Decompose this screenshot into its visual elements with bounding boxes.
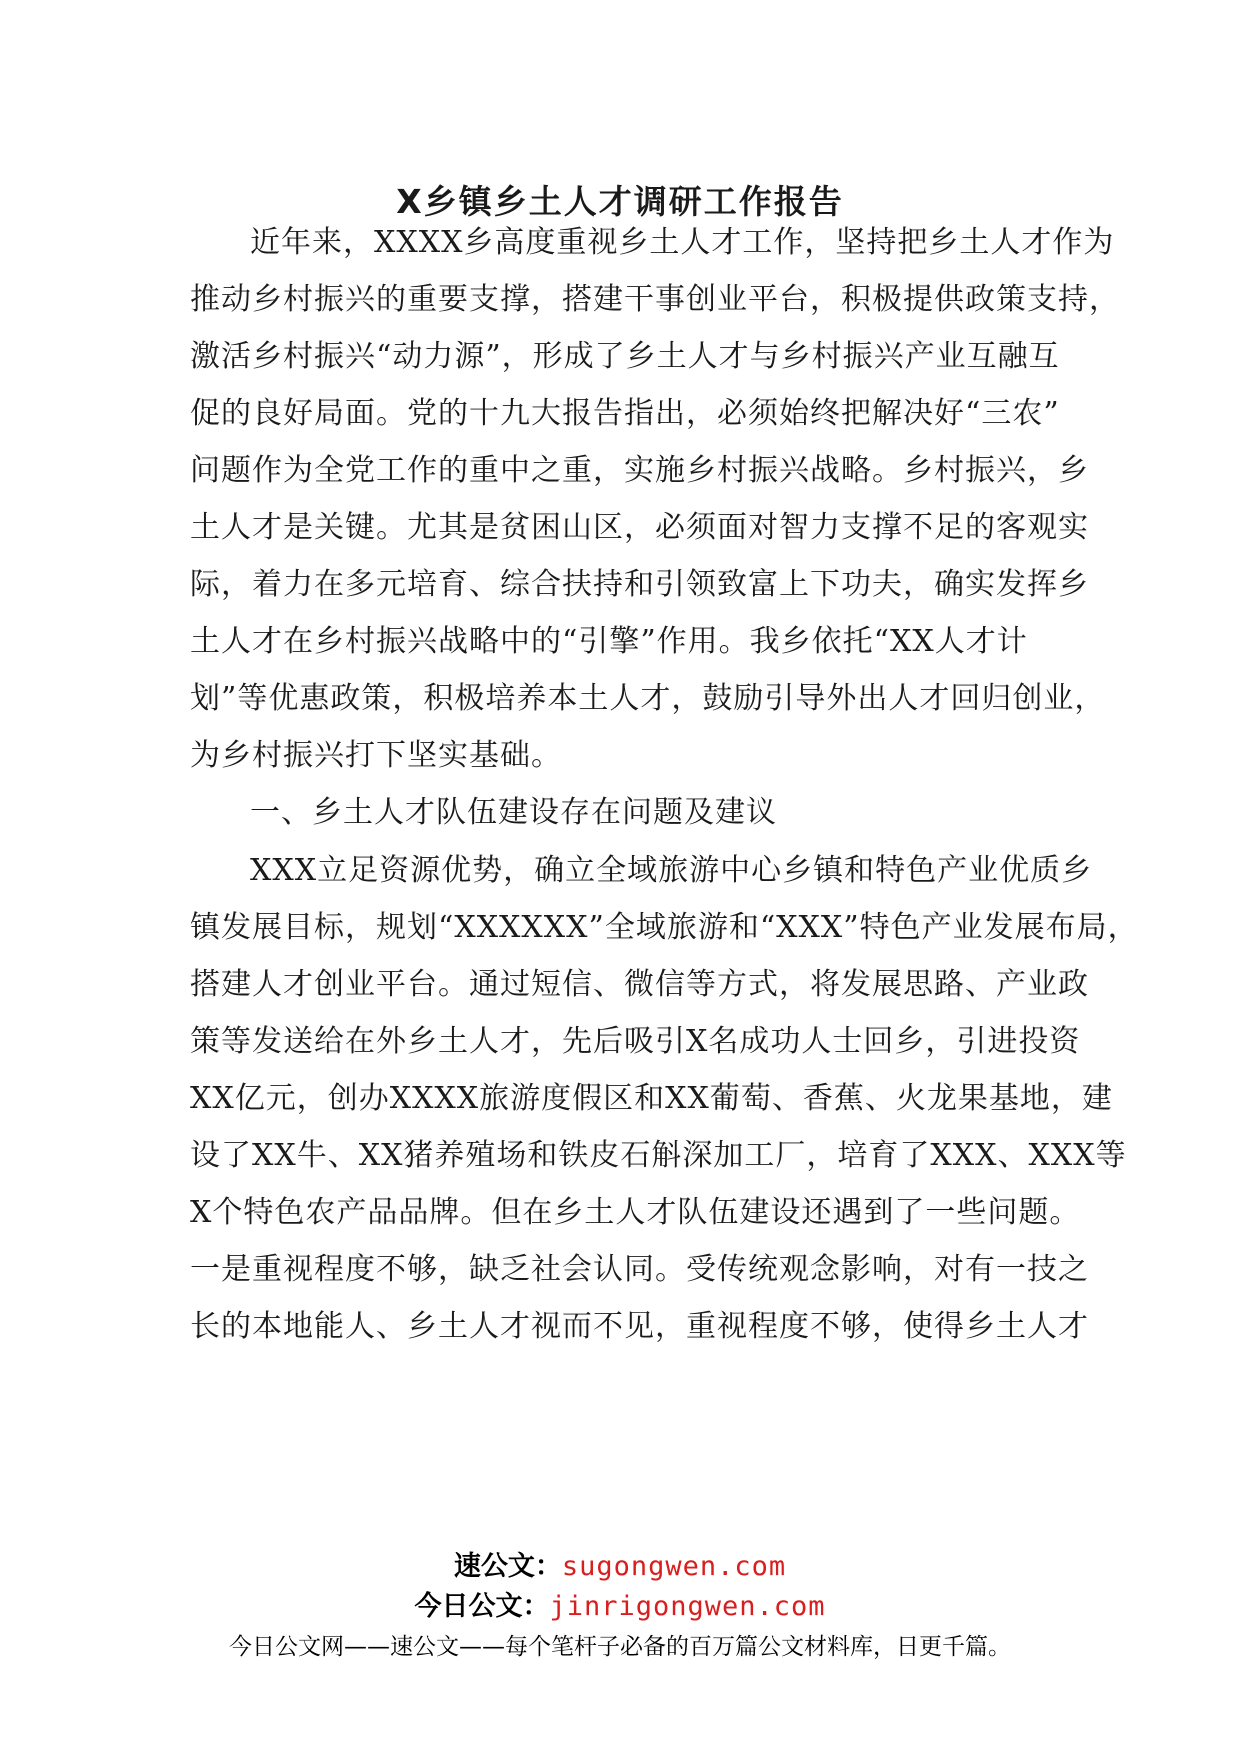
body-line: 为乡村振兴打下坚实基础。 <box>190 738 562 773</box>
body-line: 促的良好局面。党的十九大报告指出，必须始终把解决好“三农” <box>190 396 1060 431</box>
body-line: 划”等优惠政策，积极培养本土人才，鼓励引导外出人才回归创业， <box>190 681 1106 716</box>
body-line: 际，着力在多元培育、综合扶持和引领致富上下功夫，确实发挥乡 <box>190 567 1089 602</box>
body-line: 土人才是关键。尤其是贫困山区，必须面对智力支撑不足的客观实 <box>190 510 1089 545</box>
section-heading: 一、乡土人才队伍建设存在问题及建议 <box>250 795 777 830</box>
body-line: 土人才在乡村振兴战略中的“引擎”作用。我乡依托“XX人才计 <box>190 624 1028 659</box>
body-line: 近年来，XXXX乡高度重视乡土人才工作，坚持把乡土人才作为 <box>250 225 1115 260</box>
body-line: 搭建人才创业平台。通过短信、微信等方式，将发展思路、产业政 <box>190 967 1089 1002</box>
body-line: XXX立足资源优势，确立全域旅游中心乡镇和特色产业优质乡 <box>250 853 1093 888</box>
body-line: XX亿元，创办XXXX旅游度假区和XX葡萄、香蕉、火龙果基地，建 <box>190 1081 1113 1116</box>
footer-sugongwen <box>0 1544 1240 1583</box>
body-line: 策等发送给在外乡土人才，先后吸引X名成功人士回乡，引进投资 <box>190 1024 1081 1059</box>
footer-link-jinrigongwen[interactable]: jinrigongwen.com <box>549 1591 826 1622</box>
body-line: 推动乡村振兴的重要支撑，搭建干事创业平台，积极提供政策支持， <box>190 282 1120 317</box>
footer-link-sugongwen[interactable]: sugongwen.com <box>561 1551 787 1582</box>
body-line: 镇发展目标，规划“XXXXXX”全域旅游和“XXX”特色产业发展布局， <box>190 910 1139 945</box>
body-line: X个特色农产品品牌。但在乡土人才队伍建设还遇到了一些问题。 <box>190 1195 1081 1230</box>
document-title: X乡镇乡土人才调研工作报告 <box>396 182 844 221</box>
body-line: 一是重视程度不够，缺乏社会认同。受传统观念影响，对有一技之 <box>190 1252 1089 1287</box>
body-line: 问题作为全党工作的重中之重，实施乡村振兴战略。乡村振兴，乡 <box>190 453 1089 488</box>
body-line: 设了XX牛、XX猪养殖场和铁皮石斛深加工厂，培育了XXX、XXX等 <box>190 1138 1127 1173</box>
footer-label: 速公文： <box>453 1551 562 1582</box>
footer-slogan: 今日公文网——速公文——每个笔杆子必备的百万篇公文材料库，日更千篇。 <box>229 1634 1011 1660</box>
body-line: 激活乡村振兴“动力源”，形成了乡土人才与乡村振兴产业互融互 <box>190 339 1060 374</box>
footer-label: 今日公文： <box>414 1591 550 1622</box>
footer-jinrigongwen <box>0 1584 1240 1623</box>
body-line: 长的本地能人、乡土人才视而不见，重视程度不够，使得乡土人才 <box>190 1309 1089 1344</box>
